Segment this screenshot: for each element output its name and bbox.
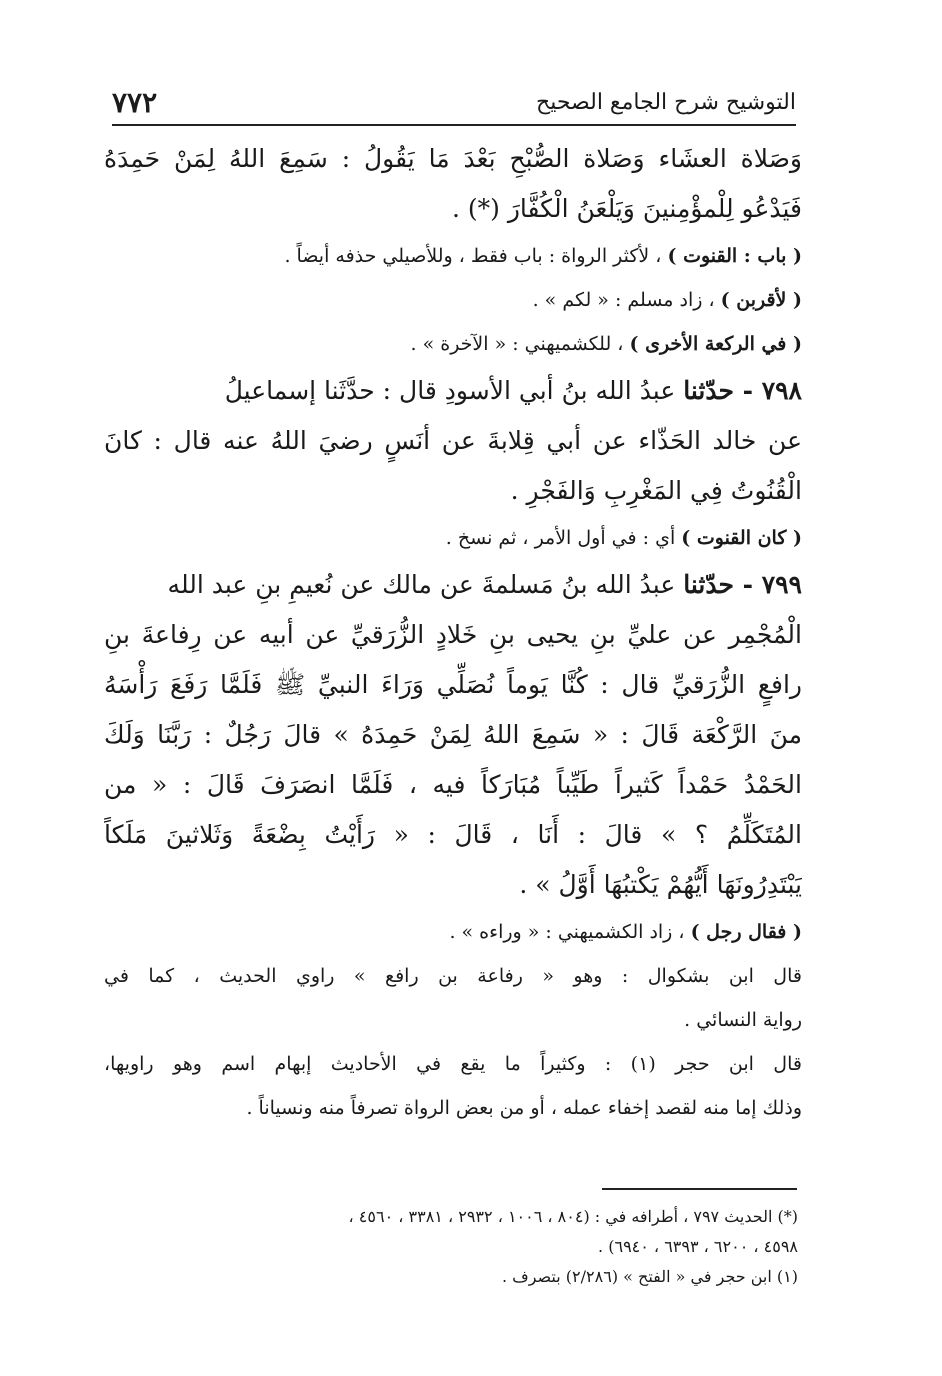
hadith-text-line: وَصَلاة العشَاء وَصَلاة الصُّبْحِ بَعْدَ مَا يَقُولُ : سَمِعَ اللهُ لِمَنْ حَمِدَهُ [104, 144, 802, 173]
commentary-line [104, 322, 802, 366]
footnote-line: ٤٥٩٨ ، ٦٢٠٠ ، ٦٣٩٣ ، ٦٩٤٠) . [598, 1237, 798, 1256]
commentary-line [104, 278, 802, 322]
commentary-line: وذلك إما منه لقصد إخفاء عمله ، أو من بعض الرواة تصرفاً منه ونسياناً . [246, 1097, 802, 1119]
hadith-text-line: المُتَكَلِّمُ ؟ » قالَ : أَنَا ، قَالَ : « رَأَيْتُ بِضْعَةً وَثَلاثينَ مَلَكاً [104, 820, 802, 849]
commentary-line: رواية النسائي . [684, 1009, 802, 1031]
commentary-lemma: ( في الركعة الأخرى ) [629, 333, 802, 355]
page-number: ٧٧٢ [112, 86, 158, 119]
commentary-text: ، للكشميهني : « الآخرة » . [410, 333, 630, 355]
hadith-chain: عبدُ الله بنُ أبي الأسودِ قال : حدَّثَنا إسماعيلُ [224, 376, 684, 405]
commentary-lemma: ( كان القنوت ) [681, 527, 802, 549]
hadith-number: ٧٩٨ - حدّثنا [683, 376, 802, 405]
hadith-text-line: عن خالد الحَذّاء عن أبي قِلابةَ عن أنَسٍ رضيَ اللهُ عنه قال : كانَ [104, 426, 802, 455]
running-title: التوشيح شرح الجامع الصحيح [536, 90, 796, 115]
hadith-text-line: الْمُجْمِر عن عليِّ بنِ يحيى بنِ خَلادٍ الزُّرَقيِّ عن أبيه عن رِفاعةَ بنِ [104, 620, 802, 649]
commentary-line [104, 516, 802, 560]
hadith-text-line: يَبْتَدِرُونَهَا أَيُّهُمْ يَكْتبُهَا أَوَّلُ » . [519, 870, 802, 899]
page-body [104, 134, 802, 1130]
hadith-heading-line [104, 366, 802, 416]
hadith-number: ٧٩٩ - حدّثنا [683, 570, 802, 599]
commentary-lemma: ( باب : القنوت ) [667, 245, 802, 267]
commentary-text: ، لأكثر الرواة : باب فقط ، وللأصيلي حذفه أيضاً . [284, 245, 668, 267]
commentary-line [104, 910, 802, 954]
footnote-divider [602, 1188, 797, 1190]
commentary-line: قال ابن بشكوال : وهو « رفاعة بن رافع » راوي الحديث ، كما في [104, 965, 802, 987]
footnote-line: (*) الحديث ٧٩٧ ، أطرافه في : (٨٠٤ ، ١٠٠٦ ، ٢٩٣٢ ، ٣٣٨١ ، ٤٥٦٠ ، [348, 1207, 798, 1226]
page-header [112, 84, 796, 126]
footnotes [118, 1202, 798, 1292]
hadith-heading-line [104, 560, 802, 610]
footnote-line: (١) ابن حجر في « الفتح » (٢/٢٨٦) بتصرف . [501, 1267, 798, 1286]
commentary-text: أي : في أول الأمر ، ثم نسخ . [445, 527, 682, 549]
commentary-text: ، زاد مسلم : « لكم » . [532, 289, 721, 311]
hadith-chain: عبدُ الله بنُ مَسلمةَ عن مالك عن نُعيمِ بنِ عبد الله [167, 570, 684, 599]
commentary-line: قال ابن حجر (١) : وكثيراً ما يقع في الأحاديث إبهام اسم وهو راويها، [104, 1053, 802, 1075]
hadith-text-line: منَ الرَّكْعَة قَالَ : « سَمِعَ اللهُ لِمَنْ حَمِدَهُ » قالَ رَجُلٌ : رَبَّنَا وَلَكَ [104, 720, 802, 749]
commentary-text: ، زاد الكشميهني : « وراءه » . [449, 921, 691, 943]
commentary-lemma: ( لأقربن ) [720, 289, 802, 311]
hadith-text-line: فَيَدْعُو لِلْمؤْمِنينَ وَيَلْعَنُ الْكُفَّارَ (*) . [451, 194, 802, 223]
commentary-line [104, 234, 802, 278]
hadith-text-line: رافعٍ الزُّرَقيِّ قال : كُنَّا يَوماً نُصَلِّي وَرَاءَ النبيِّ ﷺ فَلَمَّا رَفَعَ رَأْسَهُ [104, 670, 802, 699]
hadith-text-line: الْقُنُوتُ فِي المَغْرِبِ وَالفَجْرِ . [510, 476, 802, 505]
hadith-text-line: الحَمْدُ حَمْداً كَثيراً طَيِّباً مُبَارَكاً فيه ، فَلَمَّا انصَرَفَ قَالَ : « من [104, 770, 802, 799]
commentary-lemma: ( فقال رجل ) [690, 921, 802, 943]
